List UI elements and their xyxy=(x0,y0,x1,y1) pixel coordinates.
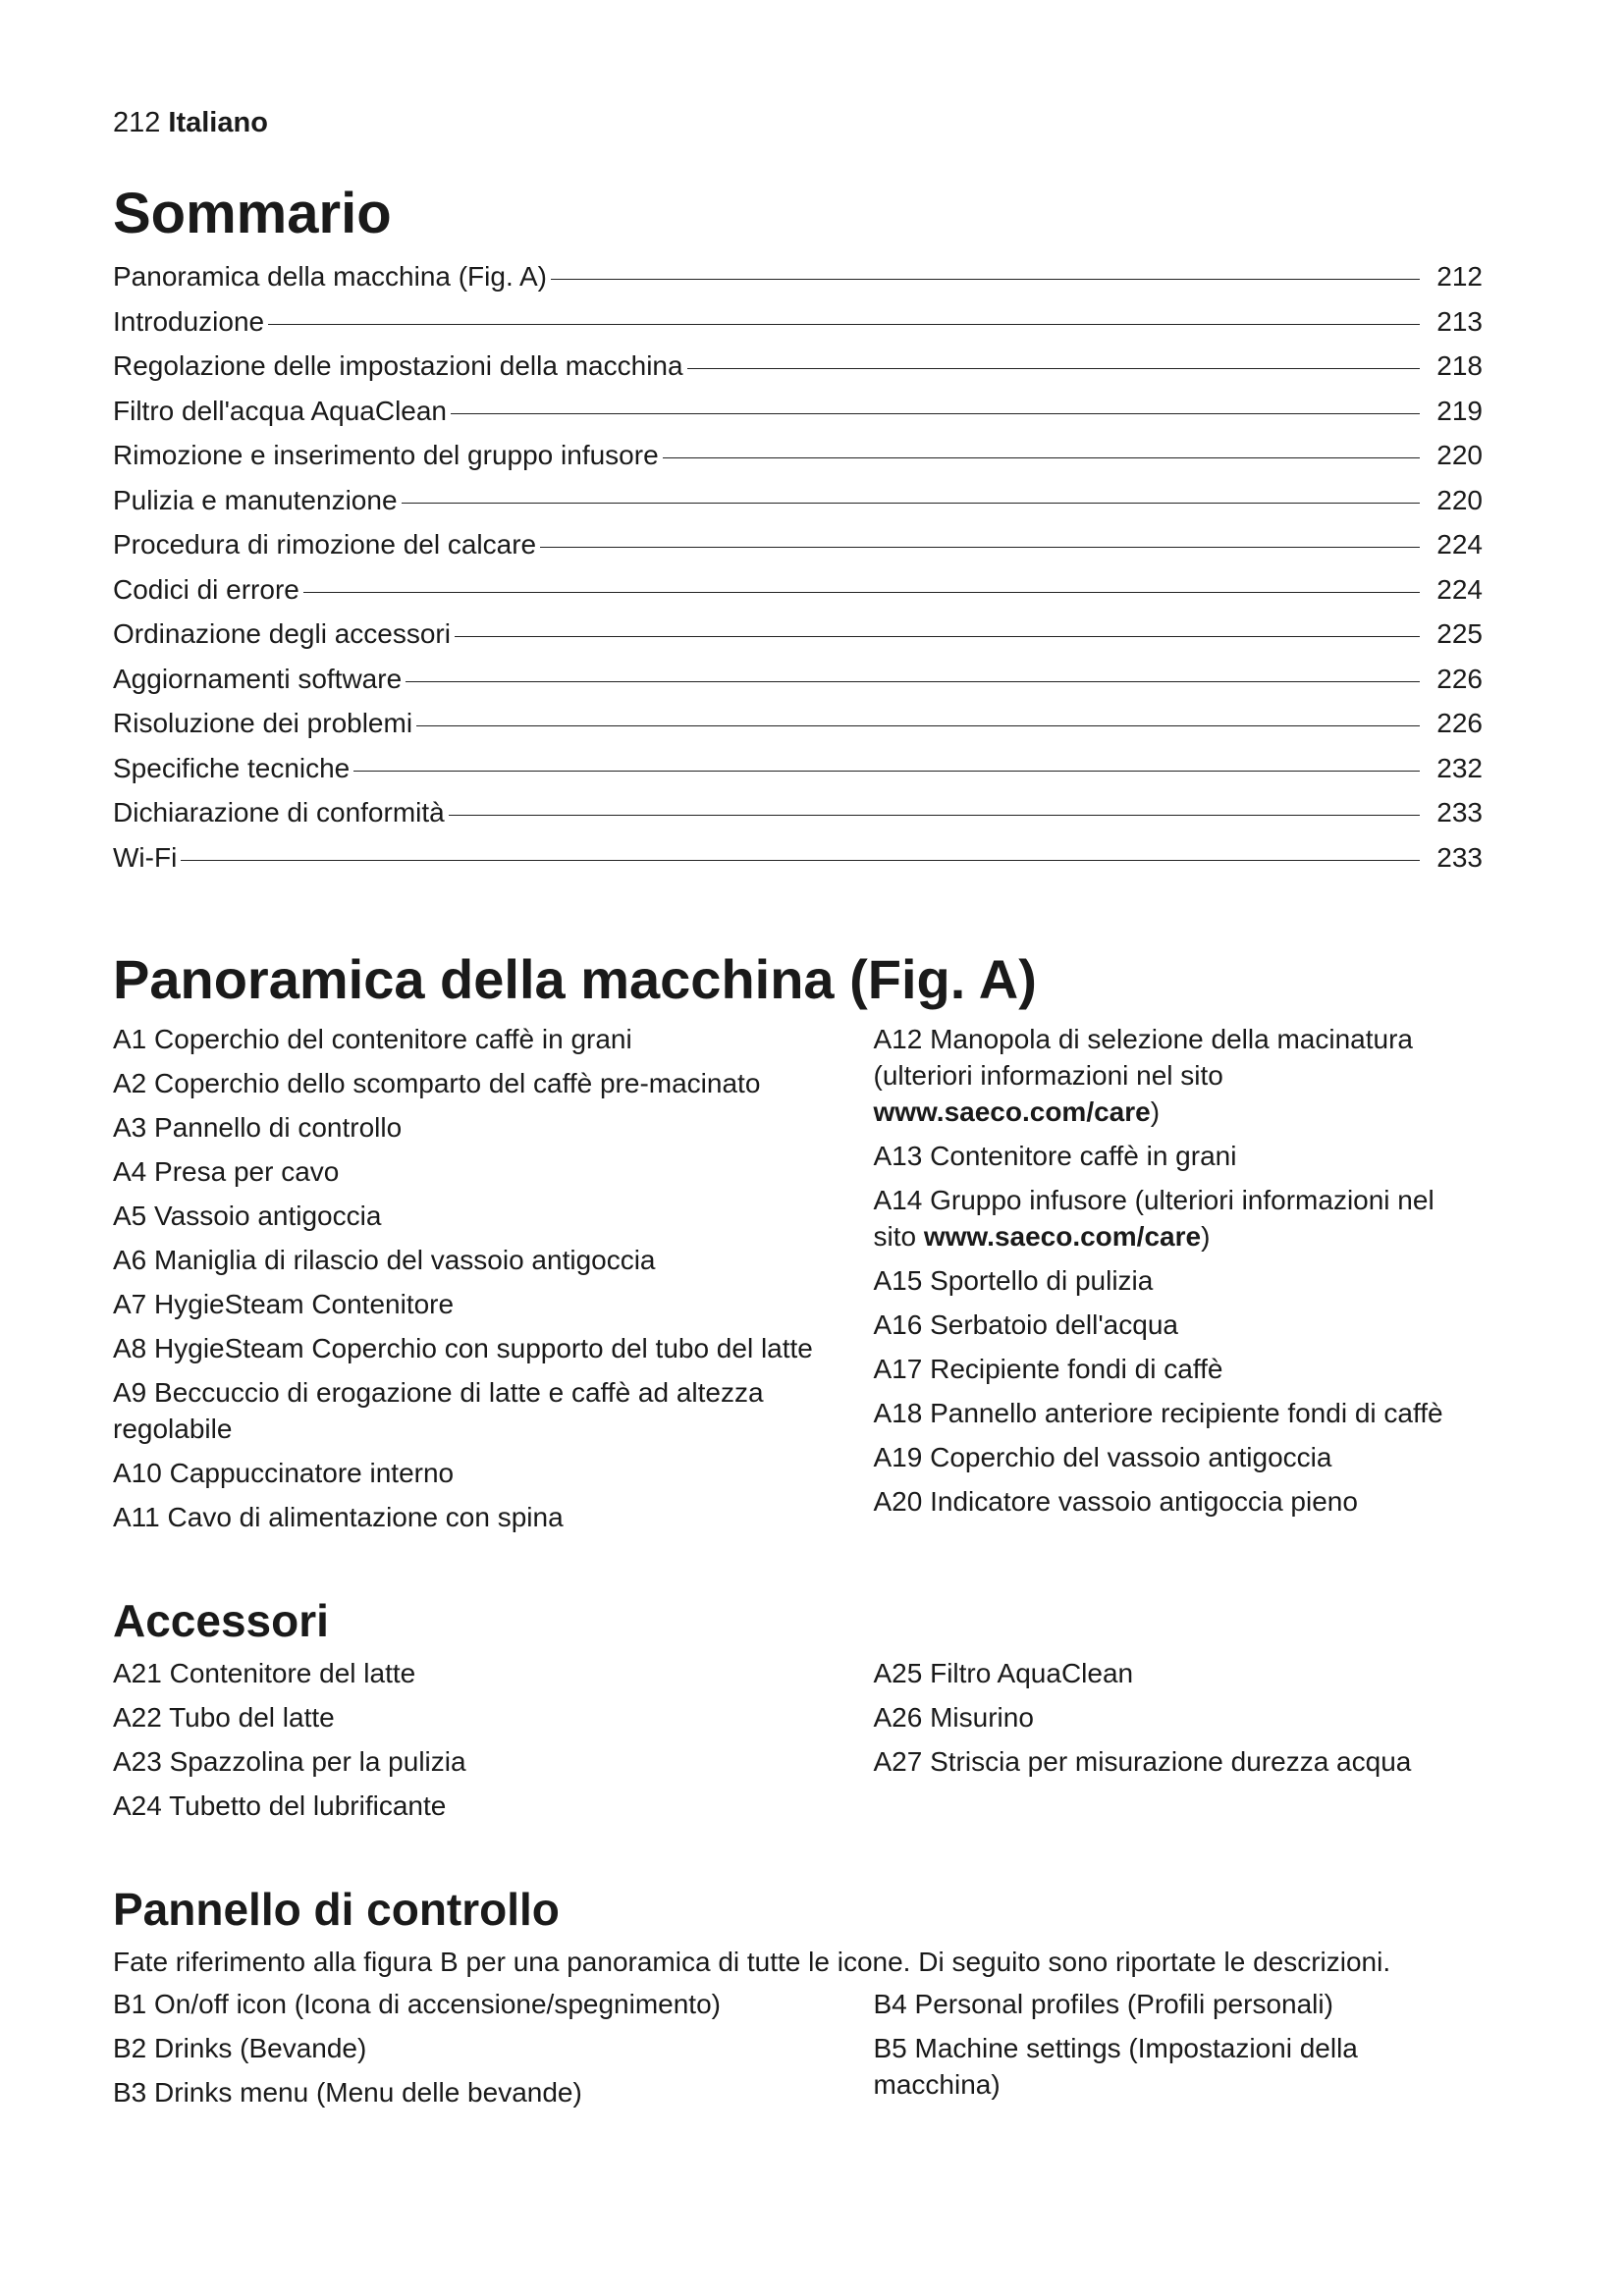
toc-leader-line xyxy=(449,815,1420,816)
list-item-text: A4 Presa per cavo xyxy=(113,1156,340,1187)
toc-entry-title: Aggiornamenti software xyxy=(113,663,403,694)
list-item xyxy=(113,1153,874,1190)
toc-entry-page: 226 xyxy=(1436,708,1483,738)
toc-leader-line xyxy=(451,413,1420,414)
toc-entry-page: 224 xyxy=(1436,573,1483,605)
toc-entry-page: 218 xyxy=(1436,350,1483,381)
list-item-text: A7 HygieSteam Contenitore xyxy=(113,1289,455,1319)
list-item xyxy=(113,1330,874,1366)
page xyxy=(113,103,1497,2118)
toc-entry-page: 219 xyxy=(1436,395,1483,426)
control-panel-intro: Fate riferimento alla figura B per una panoramica di tutte le icone. Di seguito sono riportate le descrizioni. xyxy=(113,1947,1391,1977)
list-item-text: A17 Recipiente fondi di caffè xyxy=(873,1354,1223,1384)
overview-right-column xyxy=(874,1021,1498,1543)
list-item xyxy=(113,1455,874,1491)
list-item xyxy=(874,2030,1498,2103)
list-item xyxy=(113,1242,874,1278)
list-item xyxy=(874,1021,1498,1130)
list-item xyxy=(874,1395,1498,1431)
toc-leader-line xyxy=(181,860,1420,861)
list-item-text: B3 Drinks menu (Menu delle bevande) xyxy=(113,2077,582,2108)
list-item-text: A5 Vassoio antigoccia xyxy=(113,1201,382,1231)
accessories-left-column xyxy=(113,1655,874,1832)
list-item xyxy=(874,1655,1498,1691)
list-item-text: A13 Contenitore caffè in grani xyxy=(873,1141,1237,1171)
list-item-text: A20 Indicatore vassoio antigoccia pieno xyxy=(873,1486,1358,1517)
list-item-text: A12 Manopola di selezione della macinatura (ulteriori informazioni nel sito xyxy=(873,1024,1413,1091)
toc-leader-line xyxy=(303,592,1420,593)
list-item-text: A27 Striscia per misurazione durezza acqua xyxy=(873,1746,1412,1777)
list-item-text: A11 Cavo di alimentazione con spina xyxy=(113,1502,564,1532)
list-item xyxy=(874,1439,1498,1475)
toc-entry-title: Risoluzione dei problemi xyxy=(113,708,413,738)
page-number: 212 xyxy=(113,107,161,138)
list-item xyxy=(874,1262,1498,1299)
control-panel-columns xyxy=(113,1986,1497,2118)
toc-leader-line xyxy=(353,771,1420,772)
list-item-text: A21 Contenitore del latte xyxy=(113,1658,416,1688)
toc-entry xyxy=(113,746,1483,791)
accessories-right-column xyxy=(874,1655,1498,1832)
list-item xyxy=(874,1182,1498,1255)
list-item xyxy=(113,1499,874,1535)
list-item-text: A9 Beccuccio di erogazione di latte e caffè ad altezza regolabile xyxy=(113,1377,764,1444)
toc-entry-title: Introduzione xyxy=(113,305,265,337)
toc-entry-page: 226 xyxy=(1436,663,1483,694)
list-item-text: A6 Maniglia di rilascio del vassoio antigoccia xyxy=(113,1245,656,1275)
toc-entry-page: 220 xyxy=(1436,440,1483,470)
list-item-text: A26 Misurino xyxy=(873,1702,1034,1733)
list-item-text: A3 Pannello di controllo xyxy=(113,1112,403,1143)
website-link[interactable]: www.saeco.com/care xyxy=(923,1221,1202,1252)
page-header xyxy=(113,103,1497,142)
list-item-text: A23 Spazzolina per la pulizia xyxy=(113,1746,466,1777)
list-item xyxy=(113,1743,874,1780)
control-panel-left-column xyxy=(113,1986,874,2118)
list-item xyxy=(113,1021,874,1057)
toc-leader-line xyxy=(402,503,1420,504)
list-item-text: B2 Drinks (Bevande) xyxy=(113,2033,367,2063)
list-item xyxy=(874,1307,1498,1343)
toc-entry xyxy=(113,299,1483,345)
list-item xyxy=(874,1743,1498,1780)
list-item-text: A14 Gruppo infusore (ulteriori informazioni nel sito xyxy=(873,1185,1435,1252)
toc-leader-line xyxy=(455,636,1420,637)
toc-entry-page: 225 xyxy=(1436,618,1483,649)
toc-title: Sommario xyxy=(113,182,392,245)
list-item-text: A16 Serbatoio dell'acqua xyxy=(873,1309,1178,1340)
toc-entry-title: Filtro dell'acqua AquaClean xyxy=(113,395,448,426)
website-link[interactable]: www.saeco.com/care xyxy=(873,1096,1151,1127)
accessories-columns xyxy=(113,1655,1497,1832)
list-item xyxy=(113,2074,874,2110)
overview-left-column xyxy=(113,1021,874,1543)
list-item-text: B5 Machine settings (Impostazioni della macchina) xyxy=(873,2033,1358,2100)
list-item-suffix: ) xyxy=(1150,1096,1161,1127)
toc-entry xyxy=(113,612,1483,657)
table-of-contents xyxy=(113,254,1483,880)
toc-entry xyxy=(113,389,1483,434)
toc-leader-line xyxy=(663,457,1420,458)
toc-leader-line xyxy=(540,547,1420,548)
toc-entry xyxy=(113,790,1483,835)
list-item xyxy=(113,1109,874,1146)
list-item-text: A18 Pannello anteriore recipiente fondi di caffè xyxy=(873,1398,1443,1428)
list-item-text: A19 Coperchio del vassoio antigoccia xyxy=(873,1442,1332,1472)
overview-columns xyxy=(113,1021,1497,1543)
list-item-text: A15 Sportello di pulizia xyxy=(873,1265,1154,1296)
list-item-text: A8 HygieSteam Coperchio con supporto del tubo del latte xyxy=(113,1333,813,1363)
toc-entry xyxy=(113,701,1483,746)
toc-entry-title: Ordinazione degli accessori xyxy=(113,618,451,649)
list-item xyxy=(113,1655,874,1691)
list-item xyxy=(113,1699,874,1735)
language-label: Italiano xyxy=(168,107,268,138)
toc-entry-title: Wi-Fi xyxy=(113,841,178,873)
toc-entry xyxy=(113,522,1483,567)
toc-entry xyxy=(113,835,1483,881)
list-item-text: B4 Personal profiles (Profili personali) xyxy=(873,1989,1333,2019)
toc-leader-line xyxy=(416,725,1420,726)
toc-entry-page: 233 xyxy=(1436,841,1483,873)
list-item xyxy=(113,1788,874,1824)
toc-entry-title: Panoramica della macchina (Fig. A) xyxy=(113,261,547,292)
list-item xyxy=(113,1065,874,1101)
list-item-text: A10 Cappuccinatore interno xyxy=(113,1458,455,1488)
list-item-text: A1 Coperchio del contenitore caffè in grani xyxy=(113,1024,632,1054)
list-item-text: A24 Tubetto del lubrificante xyxy=(113,1790,447,1821)
toc-entry-title: Specifiche tecniche xyxy=(113,752,351,783)
toc-entry xyxy=(113,344,1483,389)
toc-leader-line xyxy=(551,279,1420,280)
list-item xyxy=(113,1286,874,1322)
list-item xyxy=(113,1198,874,1234)
toc-entry-title: Regolazione delle impostazioni della macchina xyxy=(113,350,683,381)
list-item xyxy=(113,2030,874,2066)
toc-leader-line xyxy=(687,368,1420,369)
toc-entry-title: Rimozione e inserimento del gruppo infusore xyxy=(113,440,659,470)
list-item xyxy=(874,1483,1498,1520)
toc-entry-page: 232 xyxy=(1436,752,1483,783)
toc-entry-page: 213 xyxy=(1436,305,1483,337)
control-panel-right-column xyxy=(874,1986,1498,2118)
toc-leader-line xyxy=(406,681,1420,682)
list-item xyxy=(874,1351,1498,1387)
list-item-text: A2 Coperchio dello scomparto del caffè pre-macinato xyxy=(113,1068,761,1098)
toc-entry xyxy=(113,478,1483,523)
toc-entry-page: 224 xyxy=(1436,529,1483,560)
toc-entry-title: Dichiarazione di conformità xyxy=(113,797,445,828)
toc-entry-page: 220 xyxy=(1436,484,1483,515)
list-item-text: B1 On/off icon (Icona di accensione/spegnimento) xyxy=(113,1989,721,2019)
overview-title: Panoramica della macchina (Fig. A) xyxy=(113,948,1037,1010)
accessories-title: Accessori xyxy=(113,1595,329,1646)
list-item-suffix: ) xyxy=(1201,1221,1211,1252)
list-item-text: A25 Filtro AquaClean xyxy=(873,1658,1134,1688)
toc-entry-title: Pulizia e manutenzione xyxy=(113,484,398,515)
toc-entry-title: Procedura di rimozione del calcare xyxy=(113,529,537,560)
toc-entry-page: 212 xyxy=(1436,261,1483,292)
toc-entry xyxy=(113,567,1483,613)
list-item-text: A22 Tubo del latte xyxy=(113,1702,335,1733)
list-item xyxy=(874,1986,1498,2022)
list-item xyxy=(874,1699,1498,1735)
list-item xyxy=(874,1138,1498,1174)
toc-entry-title: Codici di errore xyxy=(113,573,299,605)
list-item xyxy=(113,1374,874,1447)
list-item xyxy=(113,1986,874,2022)
control-panel-title: Pannello di controllo xyxy=(113,1884,560,1935)
toc-entry xyxy=(113,254,1483,299)
toc-entry-page: 233 xyxy=(1436,797,1483,828)
toc-leader-line xyxy=(268,324,1420,325)
toc-entry xyxy=(113,657,1483,702)
toc-entry xyxy=(113,433,1483,478)
